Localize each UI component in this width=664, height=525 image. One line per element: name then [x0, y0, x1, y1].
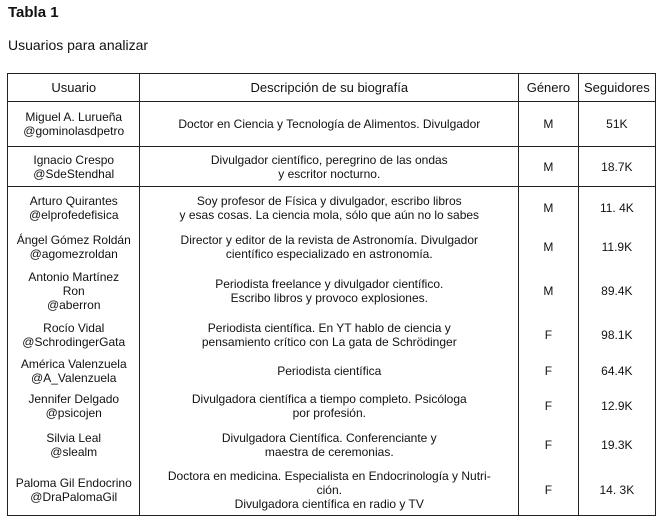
description-cell	[140, 354, 519, 388]
header-user: Usuario	[8, 74, 140, 102]
table-row	[8, 147, 656, 187]
description-text: Divulgadora científica a tiempo completo. Psicóloga por profesión.	[191, 392, 467, 420]
table-row	[8, 354, 656, 388]
followers-cell: 64.4K	[578, 354, 655, 388]
user-handle: @A_Valenzuela	[31, 370, 117, 385]
description-cell	[140, 425, 519, 466]
description-text: Periodista freelance y divulgador científico. Escribo libros y provoco explosiones.	[215, 276, 444, 305]
description-cell	[140, 102, 519, 147]
table-row	[8, 102, 656, 147]
gender-cell: F	[519, 354, 579, 388]
description-text: Periodista científica. En YT hablo de ciencia y pensamiento crítico con La gata de Schrödinger	[201, 321, 457, 349]
table-row	[8, 317, 656, 354]
user-handle: @psicojen	[45, 406, 102, 420]
followers-cell: 98.1K	[578, 317, 655, 354]
table-subtitle: Usuarios para analizar	[8, 37, 149, 53]
followers-cell: 12.9K	[578, 388, 655, 425]
followers-cell: 89.4K	[578, 265, 655, 317]
user-handle: @DraPalomaGil	[30, 490, 118, 505]
user-name: Ignacio Crespo	[33, 152, 115, 167]
user-name: Paloma Gil Endocrino	[15, 476, 132, 491]
description-text: Director y editor de la revista de Astronomía. Divulgador científico especializado en astronomía.	[180, 233, 479, 261]
followers-cell: 11. 4K	[578, 187, 655, 230]
gender-cell: M	[519, 187, 579, 230]
gender-cell: M	[519, 147, 579, 187]
table-title: Tabla 1	[8, 4, 59, 21]
user-cell	[8, 425, 140, 466]
header-description: Descripción de su biografía	[140, 74, 519, 102]
gender-cell: F	[519, 317, 579, 354]
description-cell	[140, 317, 519, 354]
user-handle: @gominolasdpetro	[23, 124, 125, 138]
user-cell	[8, 230, 140, 265]
gender-cell: F	[519, 466, 579, 516]
followers-cell: 11.9K	[578, 230, 655, 265]
followers-cell: 51K	[578, 102, 655, 147]
user-cell	[8, 265, 140, 317]
description-text: Periodista científica	[277, 363, 382, 378]
user-handle: @elprofedefisica	[28, 208, 119, 223]
user-cell	[8, 388, 140, 425]
user-name: Rocío Vidal	[43, 321, 105, 335]
user-cell	[8, 187, 140, 230]
user-cell	[8, 466, 140, 516]
description-cell	[140, 187, 519, 230]
gender-cell: M	[519, 102, 579, 147]
user-handle: @aberron	[46, 297, 101, 312]
description-cell	[140, 388, 519, 425]
users-table	[7, 73, 656, 516]
followers-cell: 18.7K	[578, 147, 655, 187]
followers-cell: 19.3K	[578, 425, 655, 466]
user-name: Arturo Quirantes	[29, 194, 118, 209]
gender-cell: F	[519, 388, 579, 425]
table-row	[8, 425, 656, 466]
user-name: Antonio Martínez Ron	[28, 269, 120, 298]
user-name: América Valenzuela	[20, 356, 127, 371]
header-gender: Género	[519, 74, 579, 102]
user-cell	[8, 317, 140, 354]
description-text: Divulgadora Científica. Conferenciante y maestra de ceremonias.	[221, 431, 437, 459]
gender-cell: M	[519, 230, 579, 265]
description-text: Divulgador científico, peregrino de las ondas y escritor nocturno.	[210, 152, 448, 181]
user-handle: @slealm	[50, 445, 98, 459]
table-row	[8, 466, 656, 516]
description-text: Doctora en medicina. Especialista en Endocrinología y Nutri- ción. Divulgadora científica en radio y TV	[167, 469, 491, 512]
description-text: Soy profesor de Física y divulgador, escribo libros y esas cosas. La ciencia mola, sólo que aún no lo sabes	[179, 194, 480, 223]
user-name: Miguel A. Lurueña	[25, 110, 123, 124]
table-row	[8, 187, 656, 230]
description-text: Doctor en Ciencia y Tecnología de Alimentos. Divulgador	[178, 117, 481, 131]
table-row	[8, 230, 656, 265]
header-followers: Seguidores	[578, 74, 655, 102]
description-cell	[140, 230, 519, 265]
user-handle: @SchrodingerGata	[22, 335, 126, 349]
gender-cell: F	[519, 425, 579, 466]
user-name: Jennifer Delgado	[28, 392, 120, 406]
user-handle: @SdeStendhal	[33, 166, 115, 181]
followers-cell: 14. 3K	[578, 466, 655, 516]
user-handle: @agomezroldan	[29, 247, 118, 261]
user-name: Ángel Gómez Roldán	[16, 233, 131, 247]
user-name: Silvia Leal	[46, 431, 102, 445]
description-cell	[140, 466, 519, 516]
header-row	[8, 74, 656, 102]
gender-cell: M	[519, 265, 579, 317]
user-cell	[8, 147, 140, 187]
description-cell	[140, 265, 519, 317]
user-cell	[8, 102, 140, 147]
table-row	[8, 265, 656, 317]
description-cell	[140, 147, 519, 187]
user-cell	[8, 354, 140, 388]
table-row	[8, 388, 656, 425]
